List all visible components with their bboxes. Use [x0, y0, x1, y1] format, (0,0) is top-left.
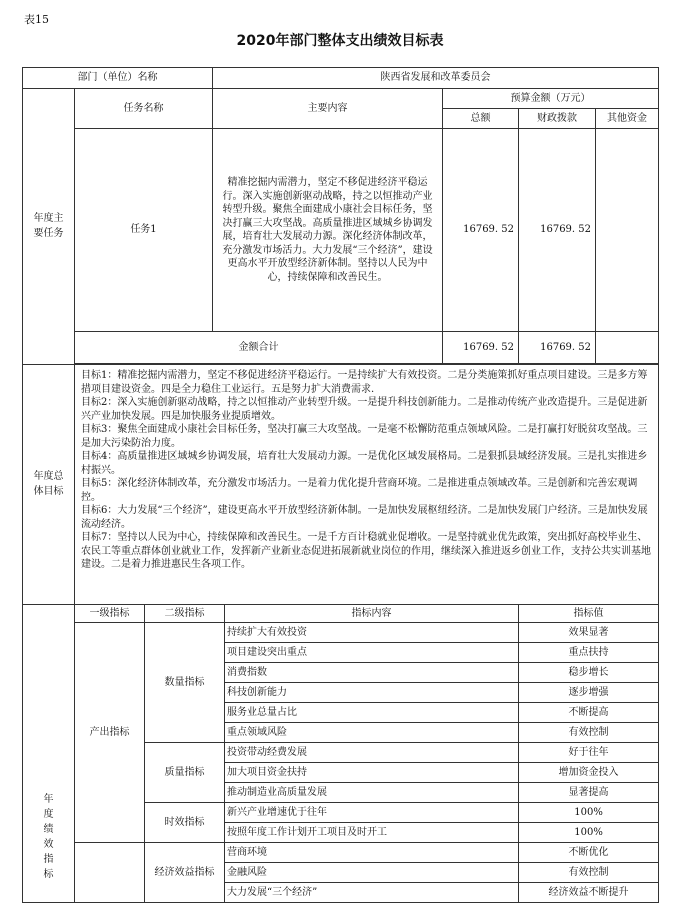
annual-tasks-label: 年度主要任务 — [23, 89, 75, 365]
indicator-value: 显著提高 — [519, 783, 659, 803]
indicator-value: 有效控制 — [519, 723, 659, 743]
indicator-value: 100% — [519, 823, 659, 843]
level2-economic: 经济效益指标 — [145, 843, 225, 903]
overall-goals-content — [75, 365, 659, 605]
page-title: 2020年部门整体支出绩效目标表 — [236, 33, 444, 49]
other-header: 其他资金 — [596, 109, 659, 129]
dept-value: 陕西省发展和改革委员会 — [213, 68, 659, 89]
indicator-content: 科技创新能力 — [225, 683, 519, 703]
fiscal-header: 财政拨款 — [519, 109, 596, 129]
sum-other — [596, 332, 659, 364]
goal-line-7: 目标7：坚持以人民为中心，持续保障和改善民生。一是千方百计稳就业促增收。一是坚持就业优先政策，突出抓好高校毕业生、农民工等重点群体创业就业工作，发挥新产业新业态促进拓展新就业岗位的作用，继续深入推进返乡创业工作，支持公共实训基地建设。二是着力推进惠民生各项工作。 — [81, 532, 651, 570]
indicator-value: 逐步增强 — [519, 683, 659, 703]
value-header: 指标值 — [519, 605, 659, 623]
indicator-content: 大力发展“三个经济” — [225, 883, 519, 903]
indicator-content: 重点领域风险 — [225, 723, 519, 743]
indicator-row — [23, 623, 659, 643]
total-header: 总额 — [443, 109, 519, 129]
indicator-content: 消费指数 — [225, 663, 519, 683]
budget-header: 预算金额（万元） — [443, 89, 659, 109]
indicator-value: 重点扶持 — [519, 643, 659, 663]
indicator-header-row — [23, 605, 659, 623]
level1-output: 产出指标 — [75, 623, 145, 843]
level2-quantity: 数量指标 — [145, 623, 225, 743]
indicator-content: 金融风险 — [225, 863, 519, 883]
indicator-value: 不断提高 — [519, 703, 659, 723]
indicator-value: 有效控制 — [519, 863, 659, 883]
task-total: 16769. 52 — [443, 129, 519, 332]
indicator-content: 服务业总量占比 — [225, 703, 519, 723]
indicator-value: 不断优化 — [519, 843, 659, 863]
indicator-value: 效果显著 — [519, 623, 659, 643]
level2-quality: 质量指标 — [145, 743, 225, 803]
goal-line-4: 目标4：高质量推进区域城乡协调发展，培育壮大发展动力源。一是优化区域发展格局。二是狠抓县域经济发展。三是扎实推进乡村振兴。 — [81, 451, 648, 476]
dept-row — [23, 68, 659, 89]
indicator-content: 持续扩大有效投资 — [225, 623, 519, 643]
indicator-content: 新兴产业增速优于往年 — [225, 803, 519, 823]
performance-target-table — [22, 67, 659, 903]
sum-total: 16769. 52 — [443, 332, 519, 364]
goal-line-2: 目标2：深入实施创新驱动战略，持之以恒推动产业转型升级。一是提升科技创新能力。二是推动传统产业改造提升。三是促进新兴产业加快发展。四是加快服务业提质增效。 — [81, 397, 648, 422]
table-number-label: 表15 — [24, 13, 49, 26]
task-other — [596, 129, 659, 332]
indicators-label: 年度绩效指标 — [23, 605, 75, 903]
goal-line-5: 目标5：深化经济体制改革，充分激发市场活力。一是着力优化提升营商环境。二是推进重点领域改革。三是创新和完善宏观调控。 — [81, 478, 638, 503]
indicator-content: 投资带动经费发展 — [225, 743, 519, 763]
goal-line-1: 目标1：精准挖掘内需潜力，坚定不移促进经济平稳运行。一是持续扩大有效投资。二是分类施策抓好重点项目建设。三是多方筹措项目建设资金。四是全力稳住工业运行。五是努力扩大消费需求. — [81, 370, 648, 395]
indicator-value: 增加资金投入 — [519, 763, 659, 783]
level1-header: 一级指标 — [75, 605, 145, 623]
indicator-value: 经济效益不断提升 — [519, 883, 659, 903]
task-fiscal: 16769. 52 — [519, 129, 596, 332]
goal-line-6: 目标6：大力发展“三个经济”，建设更高水平开放型经济新体制。一是加快发展枢纽经济。二是加快发展门户经济。三是加快发展流动经济。 — [81, 505, 648, 530]
level2-timeliness: 时效指标 — [145, 803, 225, 843]
overall-goals-row — [23, 365, 659, 605]
indicator-value: 100% — [519, 803, 659, 823]
task-header-row — [23, 89, 659, 109]
sum-row — [23, 332, 659, 364]
indicator-content: 推动制造业高质量发展 — [225, 783, 519, 803]
indicator-value: 好于往年 — [519, 743, 659, 763]
sum-label: 金额合计 — [75, 332, 443, 364]
goal-line-3: 目标3：聚焦全面建成小康社会目标任务，坚决打赢三大攻坚战。一是毫不松懈防范重点领域风险。二是打赢打好脱贫攻坚战。三是加大污染防治力度。 — [81, 424, 648, 449]
task-row — [23, 129, 659, 332]
indicator-content: 营商环境 — [225, 843, 519, 863]
level2-header: 二级指标 — [145, 605, 225, 623]
overall-goals-label: 年度总体目标 — [23, 365, 75, 605]
task-name: 任务1 — [75, 129, 213, 332]
indicator-content: 项目建设突出重点 — [225, 643, 519, 663]
indicator-content: 按照年度工作计划开工项目及时开工 — [225, 823, 519, 843]
indicator-row — [23, 843, 659, 863]
dept-label: 部门（单位）名称 — [23, 68, 213, 89]
content-header: 指标内容 — [225, 605, 519, 623]
level1-effect — [75, 843, 145, 903]
sum-fiscal: 16769. 52 — [519, 332, 596, 364]
indicator-value: 稳步增长 — [519, 663, 659, 683]
indicator-content: 加大项目资金扶持 — [225, 763, 519, 783]
task-name-header: 任务名称 — [75, 89, 213, 129]
main-content-header: 主要内容 — [213, 89, 443, 129]
task-content: 精准挖掘内需潜力，坚定不移促进经济平稳运行。深入实施创新驱动战略，持之以恒推动产业转型升级。聚焦全面建成小康社会目标任务，坚决打赢三大攻坚战。高质量推进区域城乡协调发展，培育壮大发展动力源。深化经济体制改革，充分激发市场活力。大力发展“三个经济”，建设更高水平开放型经济新体制。坚持以人民为中心，持续保障和改善民生。 — [213, 129, 443, 332]
